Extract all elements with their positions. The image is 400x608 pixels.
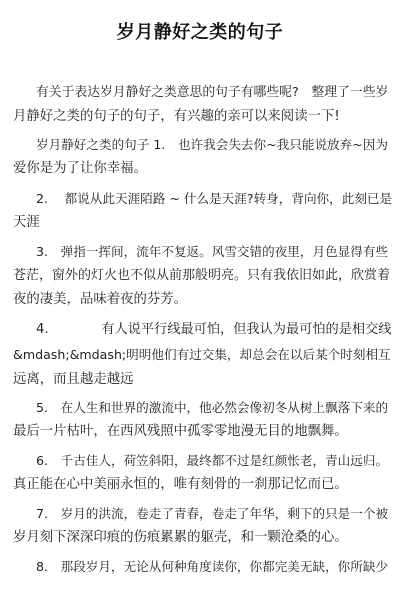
paragraph-line: 7. 岁月的洪流，卷走了青春，卷走了年华，剩下的只是一个被 xyxy=(36,506,389,521)
paragraph-line: 夜的凄美，品味着夜的芬芳。 xyxy=(13,292,188,307)
paragraph-line: 6. 千古佳人，荷笠斜阳，最终都不过是红颜怅老，青山远归。 xyxy=(36,453,389,468)
paragraph-line: 远离，而且越走越远 xyxy=(13,372,134,387)
paragraph-line: 3. 弹指一挥间，流年不复返。风雪交错的夜里，月色显得有些 xyxy=(36,244,389,259)
paragraph-line: 2. 都说从此天涯陌路 ~ 什么是天涯?转身，背向你，此刻已是 xyxy=(36,191,393,206)
paragraph-line: 月静好之类的句子的句子，有兴趣的亲可以来阅读一下! xyxy=(13,109,340,124)
paragraph-line: 岁月静好之类的句子 1. 也许我会失去你~我只能说放弃~因为 xyxy=(36,137,388,152)
paragraph-line: 最后一片枯叶，在西风残照中孤零零地漫无目的地飘舞。 xyxy=(13,424,348,439)
paragraph-line: 真正能在心中美丽永恒的，唯有刻骨的一刹那记忆而已。 xyxy=(13,477,348,492)
paragraph-line: 苍茫，窗外的灯火也不似从前那般明亮。只有我依旧如此，欣赏着 xyxy=(13,268,391,283)
article-title: 岁月静好之类的句子 xyxy=(116,22,284,43)
paragraph-line: 5. 在人生和世界的激流中，他必然会像初冬从树上飘落下来的 xyxy=(36,400,389,415)
paragraph-line: 4. 有人说平行线最可怕，但我认为最可怕的是相交线 xyxy=(36,322,392,337)
paragraph-line: 天涯 xyxy=(13,215,40,230)
paragraph-line: 爱你是为了让你幸福。 xyxy=(13,161,147,176)
paragraph-line: 8. 那段岁月，无论从何种角度读你，你都完美无缺，你所缺少 xyxy=(36,559,389,574)
paragraph-line: &mdash;&mdash;明明他们有过交集，却总会在以后某个时刻相互 xyxy=(13,347,391,362)
paragraph-line: 岁月刻下深深印痕的伤痕累累的躯壳，和一颗沧桑的心。 xyxy=(13,530,348,545)
paragraph-line: 有关于表达岁月静好之类意思的句子有哪些呢? 整理了一些岁 xyxy=(36,85,389,100)
